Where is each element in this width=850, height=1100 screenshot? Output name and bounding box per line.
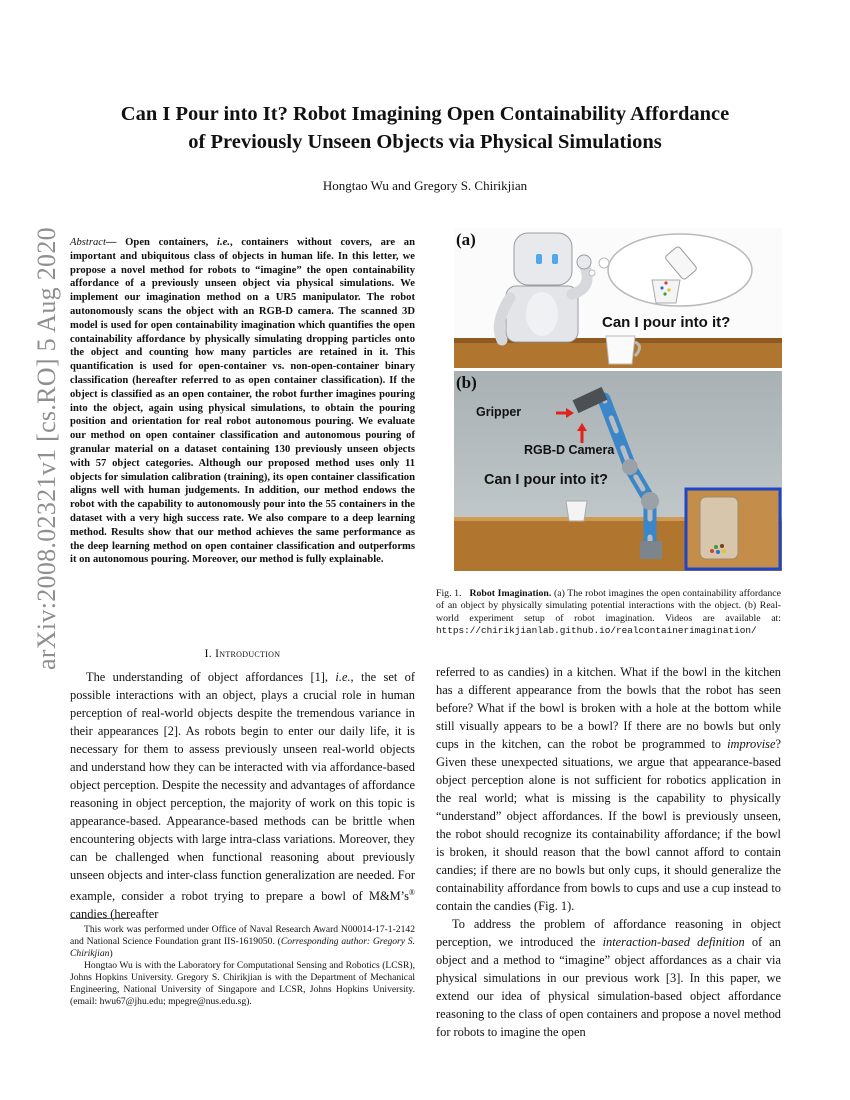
section-heading-text: I. Introduction	[204, 648, 281, 660]
col2-text-4: of an object and a method to “imagine” object affordances as a chair via physical simulations in our previous work [3]. In this paper, we extend our idea of physical simulation-based object affordance reasoning to the class of open containers and propose a novel method for robots to imagine the open	[436, 935, 781, 1039]
panel-b-label: (b)	[456, 373, 477, 392]
col2-text-2: ? Given these unexpected situations, we argue that appearance-based object perception alone is not sufficient for robotics application in the real world; what is missing is the capability to physically “understand” object affordances. If the bowl is previously unseen, the robot should recognize its containability affordance; if the bowl is broken, it should reason that the bowl cannot afford to contain candies; if there are no bowls but only cups, it should generalize the containability affordance from bowls to cups and use a cup instead to contain the candies (Fig. 1).	[436, 737, 781, 913]
caption-text: (a) The robot imagines the open containability affordance of an object by physically simulating potential interactions with the object. (b) Real-world experiment setup of robot imagination. Videos are available at:	[436, 588, 782, 624]
intro-column-right	[436, 663, 781, 1041]
col2-text-3: To address the problem of affordance reasoning in object perception, we introduced the	[436, 917, 781, 949]
footnote-funding-text: This work was performed under Office of Naval Research Award N00014-17-1-2142 and National Science Foundation grant IIS-1619050. (	[70, 924, 415, 947]
camera-label: RGB-D Camera	[524, 443, 615, 457]
footnotes	[70, 924, 415, 1008]
arxiv-identifier: arXiv:2008.02321v1 [cs.RO] 5 Aug 2020	[32, 227, 61, 670]
footnote-corresponding: Corresponding author: Gregory S. Chirikjian	[70, 936, 415, 959]
authors: Hongtao Wu and Gregory S. Chirikjian	[322, 178, 528, 193]
figure-1	[454, 228, 782, 573]
col2-definition: interaction-based definition	[602, 935, 745, 949]
paper-title	[60, 100, 790, 156]
title-line-1: Can I Pour into It? Robot Imagining Open Containability Affordance	[120, 103, 730, 125]
panel-a-label: (a)	[456, 230, 476, 249]
caption-fig-number: Fig. 1.	[436, 588, 462, 599]
footnote-funding	[70, 924, 415, 960]
figure-panel-b	[454, 371, 782, 571]
white-cup	[606, 336, 635, 364]
section-heading-introduction	[70, 648, 415, 660]
abstract-text-2: , containers without covers, are an important and ubiquitous class of objects in human life. In this letter, we propose a novel method for robots to “imagine” the open containability affordance of a previously unseen object via physical simulations. We implement our imagination method on a UR5 manipulator. The robot autonomously scans the object with an RGB-D camera. The scanned 3D model is used for open containability imagination which quantifies the open containability affordance by physically simulating dropping particles onto the object and counting how many particles are retained in it. This quantification is used for open-container vs. non-open-container binary classification (hereafter referred to as open container classification). If the object is classified as an open container, the robot further imagines pouring into the object, again using physical simulations, to obtain the pouring position and orientation for real robot autonomous pouring. We evaluate our method on open container classification and autonomous pouring of granular material on a dataset containing 130 previously unseen objects with 57 object categories. Although our proposed method uses only 11 objects for simulation calibration (training), its open container classification aligns well with human judgements. In addition, our method endows the robot with the capability to autonomously pour into the 55 containers in the dataset with a very high success rate. We also compare to a deep learning method. Results show that our method achieves the same performance as the deep learning method on open container classification and outperforms it on autonomous pouring. Moreover, our method is fully explainable.	[70, 237, 415, 566]
abstract-label: Abstract	[70, 237, 106, 248]
registered-mark: ®	[408, 888, 415, 897]
robot-head	[514, 233, 572, 285]
abstract-ie: i.e.	[217, 237, 230, 248]
title-line-2: of Previously Unseen Objects via Physical Simulations	[188, 131, 662, 153]
caption-url[interactable]: https://chirikjianlab.github.io/realcontainerimagination/	[436, 624, 757, 636]
intro-text-1: The understanding of object affordances [1],	[86, 670, 336, 684]
intro-paragraph-2	[436, 663, 781, 915]
panel-a-question: Can I pour into it?	[602, 314, 731, 331]
real-robot-setup-photo	[454, 371, 782, 571]
figure-caption	[436, 588, 781, 637]
col2-text-1: referred to as candies) in a kitchen. What if the bowl in the kitchen has a different appearance from the bowls that the robot has seen before? What if the bowl is broken with a hole at the bottom while still visually appears to be a bowl? If there are no bowls but only cups in the kitchen, can the robot be programmed to	[436, 665, 781, 751]
robot-imagination-illustration	[454, 228, 782, 368]
intro-text-2: , the set of possible interactions with an object, plays a crucial role in human perception of real-world objects despite the tremendous variance in their appearances [2]. As robots begin to enter our daily life, it is necessary for them to assess previously unseen real-world objects and understand how they can be interacted with via affordance-based object perception. Despite the necessity and advantages of affordance reasoning in object perception, the majority of work on this topic is appearance-based. Appearance-based methods can be brittle when encountering objects with large intra-class variations. Moreover, they can be challenged when functional reasoning about previously unseen objects and inter-class function generalization are needed. For example, consider a robot trying to prepare a bowl of M&M’s	[70, 670, 415, 904]
figure-panel-a	[454, 228, 782, 368]
arxiv-stamp	[2, 227, 62, 670]
footnote-divider	[70, 918, 130, 919]
intro-paragraph-3	[436, 915, 781, 1041]
col2-improvise: improvise	[727, 737, 776, 751]
abstract	[70, 236, 415, 567]
caption-title: Robot Imagination.	[469, 588, 552, 599]
gripper-label: Gripper	[476, 405, 522, 419]
abstract-text-1: — Open containers,	[105, 237, 217, 248]
intro-ie: i.e.	[335, 670, 351, 684]
footnote-affiliations: Hongtao Wu is with the Laboratory for Computational Sensing and Robotics (LCSR), Johns Hopkins University. Gregory S. Chirikjian is with the Department of Mechanical Engineering, National University of Singapore and LCSR, Johns Hopkins University. (email: hwu67@jhu.edu; mpegre@nus.edu.sg).	[70, 960, 415, 1007]
intro-paragraph-1	[70, 668, 415, 923]
footnote-paren: )	[109, 948, 113, 959]
target-cup	[566, 501, 587, 521]
intro-column-left	[70, 668, 415, 923]
intro-text-3: candies (hereafter	[70, 907, 159, 922]
panel-b-question: Can I pour into it?	[484, 472, 609, 488]
